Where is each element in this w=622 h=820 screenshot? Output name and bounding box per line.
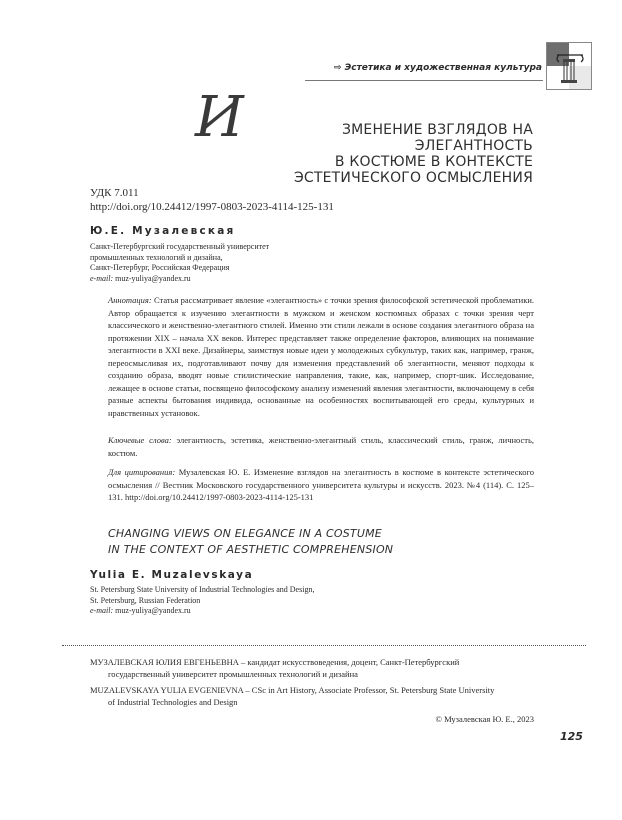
bio-line: государственный университет промышленных технологий и дизайна (108, 669, 358, 679)
email-label: e-mail: (90, 606, 114, 615)
bio-line: of Industrial Technologies and Design (108, 697, 238, 707)
author-bio-ru (90, 656, 534, 680)
email-value[interactable]: muz-yuliya@yandex.ru (113, 273, 191, 283)
author-bio-en (90, 684, 534, 708)
keywords (108, 434, 534, 459)
keywords-text: элегантность, эстетика, женственно-элегантный стиль, классический стиль, гранж, личность, костюм. (108, 435, 534, 458)
affiliation-line: промышленных технологий и дизайна, (90, 252, 223, 262)
author-name-en: Yulia E. Muzalevskaya (90, 569, 254, 581)
arrow-icon: ⇨ (333, 63, 342, 73)
abstract-label: Аннотация: (108, 295, 152, 305)
email-value[interactable]: muz-yuliya@yandex.ru (113, 606, 191, 615)
affiliation-line: Санкт-Петербург, Российская Федерация (90, 263, 230, 272)
affiliation-line: St. Petersburg State University of Industrial Technologies and Design, (90, 585, 315, 594)
title-line-1: ЗМЕНЕНИЕ ВЗГЛЯДОВ НА ЭЛЕГАНТНОСТЬ (341, 122, 533, 154)
header-divider (305, 80, 543, 81)
bio-line: МУЗАЛЕВСКАЯ ЮЛИЯ ЕВГЕНЬЕВНА – кандидат искусствоведения, доцент, Санкт-Петербургский (90, 657, 460, 667)
bio-line: MUZALEVSKAYA YULIA EVGENIEVNA – CSc in Art History, Associate Professor, St. Petersburg State University (90, 685, 495, 695)
title-initial: И (195, 85, 244, 150)
author-affiliation-ru (90, 242, 410, 284)
affiliation-line: St. Petersburg, Russian Federation (90, 595, 201, 605)
citation (108, 466, 534, 504)
footer-divider (62, 645, 586, 646)
author-email-ru (90, 274, 410, 285)
column-capital-icon (547, 43, 591, 89)
affiliation-line: Санкт-Петербургский государственный университет (90, 242, 270, 251)
abstract (108, 294, 534, 419)
section-header (300, 63, 542, 81)
author-name-ru: Ю.Е. Музалевская (90, 225, 236, 237)
article-title (195, 85, 533, 186)
keywords-label: Ключевые слова: (108, 435, 172, 445)
title-en-line-1: CHANGING VIEWS ON ELEGANCE IN A COSTUME (108, 527, 382, 540)
udk-code: УДК 7.011 (90, 187, 139, 199)
journal-logo (546, 42, 592, 90)
page-number: 125 (560, 730, 583, 743)
title-en-line-2: IN THE CONTEXT OF AESTHETIC COMPREHENSION (108, 543, 394, 556)
article-title-en (108, 526, 538, 558)
abstract-text: Статья рассматривает явление «элегантность» с точки зрения философской эстетической проблематики. Автор обращается к изучению элегантности в мужском и женском костюмных образах с точки зрения черт классического и женственно-элегантного стилей. Именно эти стили лежали в основе создания элегантного образа на протяжении XIX – начала XX веков. Интерес представляет также определение факторов, влияющих на понимание элегантности в XXI веке. Дизайнеры, заимствуя новые идеи у молодежных субкультур, таких как, например, гранж, переосмысливая их, подготавливают почву для изменения представлений об элегантности, меняют подходы к созданию образа, вводят новые стилистические направления, такие, как, например, спорт-шик. Исследование, лежащее в основе статьи, посвящено философскому анализу изменений явления элегантности, включающему в себя разные аспекты бытования индивида, основанные на особенностях воспитывающей его среды, культурных и нравственных установок. (108, 295, 534, 418)
author-email-en (90, 606, 430, 617)
citation-label: Для цитирования: (108, 467, 176, 477)
author-affiliation-en (90, 585, 430, 617)
title-line-3: ЭСТЕТИЧЕСКОГО ОСМЫСЛЕНИЯ (293, 170, 533, 186)
title-line-2: В КОСТЮМЕ В КОНТЕКСТЕ (334, 154, 533, 170)
citation-text: Музалевская Ю. Е. Изменение взглядов на элегантность в костюме в контексте эстетического осмысления // Вестник Московского государственного университета культуры и искусств. 2023. №4 (114). С. 125–131. http://doi.org/10.24412/1997-0803-2023-4114-125-131 (108, 467, 534, 502)
doi-link[interactable]: http://doi.org/10.24412/1997-0803-2023-4114-125-131 (90, 201, 334, 213)
section-title: Эстетика и художественная культура (344, 63, 542, 73)
email-label: e-mail: (90, 273, 114, 283)
copyright: © Музалевская Ю. Е., 2023 (435, 714, 534, 724)
